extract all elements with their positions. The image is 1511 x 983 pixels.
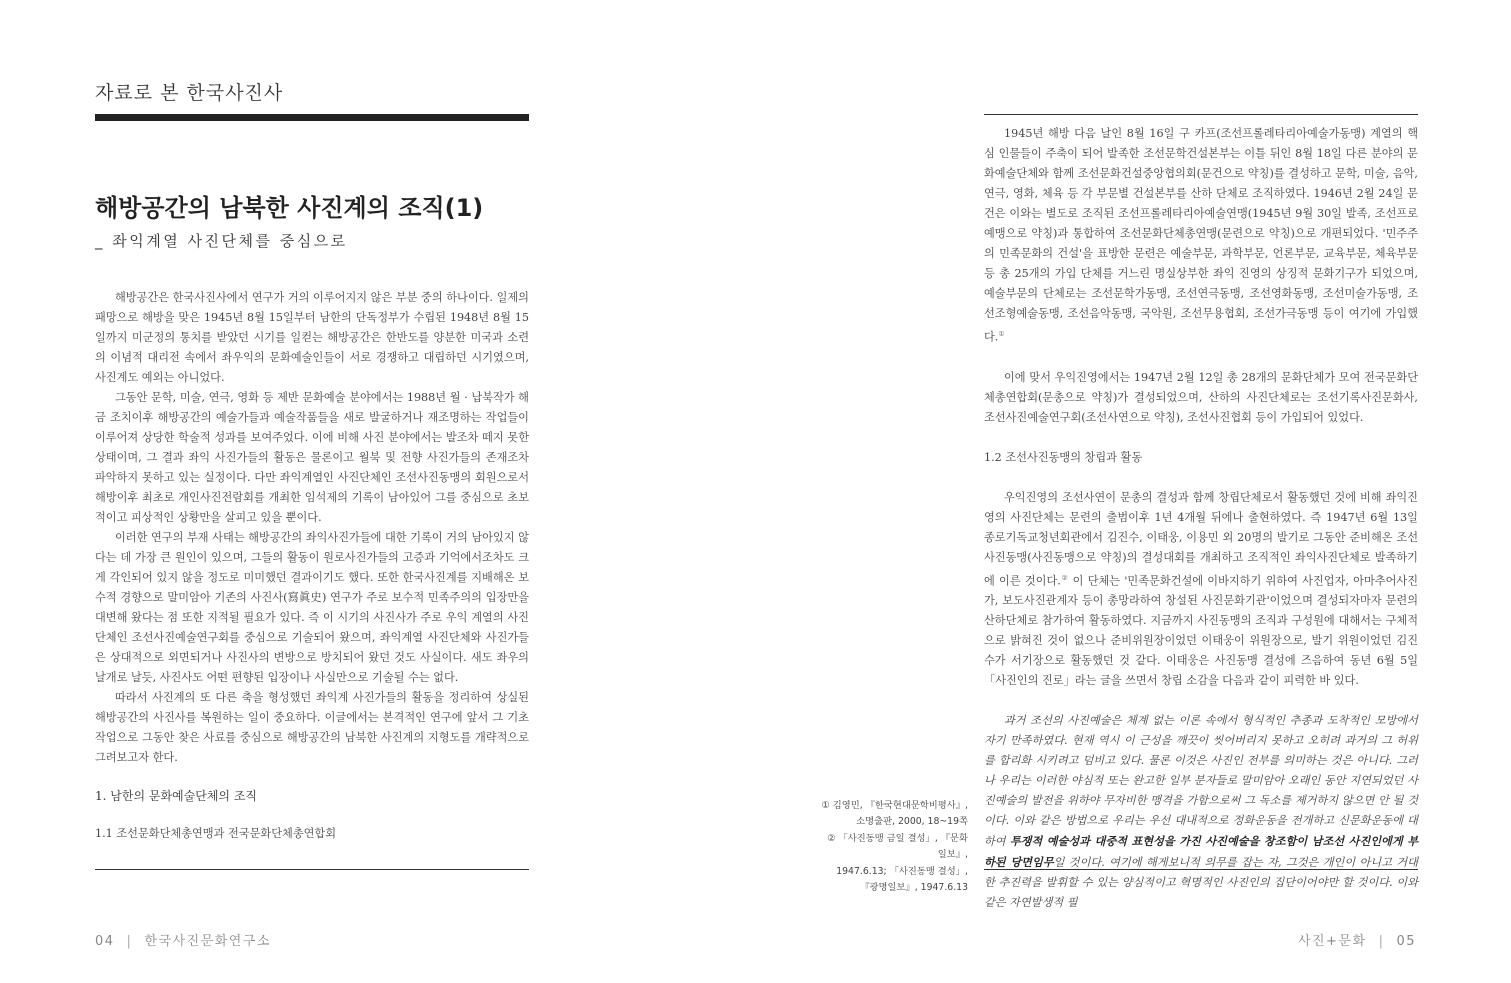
footer-label: 사진+문화 [1297,934,1367,949]
footer-right [1298,930,1416,949]
right-column [984,124,1418,913]
footer-left [95,930,271,949]
footnote-line: 소명출판, 2000, 18~19쪽 [856,816,968,828]
footnote-ref: ② [1060,573,1069,582]
paragraph: 해방공간은 한국사진사에서 연구가 거의 이루어지지 않은 부분 중의 하나이다. 일제의 패망으로 해방을 맞은 1945년 8월 15일부터 남한의 단독정부가 수립된 1948년 8월 15일까지 미군정의 통치를 받았던 시기를 일컫는 해방공간은 한반도를 양분한 미국과 소련의 이념적 대리전 속에서 좌우익의 문화예술인들이 서로 경쟁하고 대립하던 시기였으며, 사진계도 예외는 아니었다. [95,291,529,384]
article-subtitle: _ 좌익계열 사진단체를 중심으로 [95,232,348,250]
paragraph: 그동안 문학, 미술, 연극, 영화 등 제반 문화예술 분야에서는 1988년 월 · 납북작가 해금 조치이후 해방공간의 예술가들과 예술작품들을 새로 발굴하거나 재조명하는 작업들이 이루어져 상당한 학술적 성과를 보여주었다. 이에 비해 사진 분야에서는 발조차 떼지 못한 상태이며, 그 결과 좌익 사진가들의 활동은 물론이고 월북 및 전향 사진가들의 존재조차 파악하지 못하고 있는 실정이다. 다만 좌익계열인 사진단체인 조선사진동맹의 회원으로서 해방이후 최초로 개인사진전람회를 개최한 임석제의 기록이 남아있어 그를 중심으로 초보적이고 피상적인 상황만을 살피고 있을 뿐이다. [95,391,529,524]
subsection-heading: 1.2 조선사진동맹의 창립과 활동 [984,450,1143,464]
paragraph: 1945년 해방 다음 날인 8월 16일 구 카프(조선프롤레타리아예술가동맹) 계열의 핵심 인물들이 주축이 되어 발족한 조선문학건설본부는 이틀 뒤인 8월 18일 다른 분야의 문화예술단체와 함께 조선문화건설중앙협의회(문건으로 약칭)를 결성하고 문학, 미술, 음악, 연극, 영화, 체육 등 각 부문별 건설본부를 산하 단체로 조직하였다. 1946년 2월 24일 문건은 이와는 별도로 조직된 조선프롤레타리아예술연맹(1945년 9월 30일 발족, 조선프로예맹으로 약칭)과 통합하여 조선문화단체총연맹(문련으로 약칭)으로 개편되었다. '민주주의 민족문화의 건설'을 표방한 문련은 예술부문, 과학부문, 언론부문, 교육부문, 체육부문 등 총 25개의 가입 단체를 거느린 명실상부한 좌익 진영의 상징적 문화기구가 되었으며, 예술부문의 단체로는 조선문학가동맹, 조선연극동맹, 조선영화동맹, 조선미술가동맹, 조선조형예술동맹, 조선음악동맹, 국악원, 조선무용협회, 조선가극동맹 등이 여기에 가입했다.① [984,127,1418,344]
footer-separator: | [1378,934,1385,949]
footnote-ref: ① [998,330,1005,338]
footnote-line: 『광명일보』, 1947.6.13 [860,882,968,894]
right-bottom-rule [984,869,1418,870]
paragraph: 이러한 연구의 부재 사태는 해방공간의 좌익사진가들에 대한 기록이 거의 남아있지 않다는 데 가장 큰 원인이 있으며, 그들의 활동이 원로사진가들의 고증과 기억에서조차도 크게 각인되어 있지 않을 정도로 미미했던 결과이기도 했다. 또한 한국사진계를 지배해온 보수적 경향으로 말미암아 기존의 사진사(寫眞史) 연구가 주로 보수적 민족주의의 입장만을 대변해 왔다는 점 또한 지적될 필요가 있다. 즉 이 시기의 사진사가 주로 우익 계열의 사진단체인 조선사진예술연구회를 중심으로 기술되어 왔으며, 좌익계열 사진단체와 사진가들은 상대적으로 외면되거나 사진사의 변방으로 방치되어 왔던 것도 사실이다. 새도 좌우의 날개로 날듯, 사진사도 어떤 편향된 입장이나 사실만으로 기술될 수는 없다. [95,531,529,684]
footnotes [820,798,968,896]
footer-label: 한국사진문화연구소 [144,934,271,949]
page-number: 05 [1396,934,1416,949]
paragraph: 이에 맞서 우익진영에서는 1947년 2월 12일 총 28개의 문화단체가 모여 전국문화단체총연합회(문총으로 약칭)가 결성되었으며, 산하의 사진단체로는 조선기록사진문화사, 조선사진예술연구회(조선사연으로 약칭), 조선사진협회 등이 가입되어 있었다. [984,370,1418,424]
page-number: 04 [95,934,115,949]
footnote-line: ② 「사진동맹 금일 결성」, 『문화일보』, [827,832,968,861]
quote-emphasis: 투쟁적 예술성과 대중적 표현성을 가진 사진예술을 창조함이 남조선 사진인에게 부하된 당면임무 [984,834,1419,870]
footer-separator: | [126,934,133,949]
section-heading: 1. 남한의 문화예술단체의 조직 [95,789,257,803]
block-quote: 과거 조선의 사진예술은 체계 없는 이론 속에서 형식적인 추종과 도착적인 모방에서 자기 만족하였다. 현재 역시 이 근성을 깨끗이 씻어버리지 못하고 오히려 과거의 그 허위를 합리화 시키려고 덤비고 있다. 물론 이것은 사진인 전부를 의미하는 것은 아니다. 그러나 우리는 이러한 야심적 또는 완고한 일부 분자들로 말미암아 오래인 동안 지연되었던 사진예술의 발전을 위하야 무자비한 맹격을 가함으로써 그 독소를 제거하지 않으면 안 될 것이다. 이와 같은 방법으로 우리는 우선 대내적으로 정화운동을 전개하고 신문화운동에 대하여 투쟁적 예술성과 대중적 표현성을 가진 사진예술을 창조함이 남조선 사진인에게 부하된 당면임무일 것이다. 여기에 해게보니적 의무를 잡는 자, 그것은 개인이 아니고 거대한 추진력을 발휘할 수 있는 양심적이고 혁명적인 사진인의 집단이어야만 할 것이다. 이와 같은 자연발생적 필 [984,714,1419,910]
right-top-rule [984,114,1418,115]
article-title: 해방공간의 남북한 사진계의 조직(1) [95,194,484,222]
paragraph: 따라서 사진계의 또 다른 축을 형성했던 좌익계 사진가들의 활동을 정리하여 상실된 해방공간의 사진사를 복원하는 일이 중요하다. 이글에서는 본격적인 연구에 앞서 그 기초 작업으로 그동안 찾은 사료를 중심으로 해방공간의 남북한 사진계의 지형도를 개략적으로 그려보고자 한다. [95,691,529,764]
subsection-heading: 1.1 조선문화단체총연맹과 전국문화단체총연합회 [95,827,337,840]
left-bottom-rule [95,869,529,870]
footnote-line: ① 김영민, 『한국현대문학비평사』, [821,800,968,811]
header-rule [95,114,529,121]
footnote-line: 1947.6.13; 「사진동맹 결성」, [836,865,968,877]
left-column [95,288,529,768]
series-title: 자료로 본 한국사진사 [95,82,284,104]
paragraph: 우익진영의 조선사연이 문총의 결성과 함께 창립단체로서 활동했던 것에 비해 좌익진영의 사진단체는 문련의 출범이후 1년 4개월 뒤에나 출현하였다. 즉 1947년 6월 13일 종로기독교청년회관에서 김진수, 이태웅, 이용민 외 20명의 발기로 그동안 준비해온 조선사진동맹(사진동맹으로 약칭)의 결성대회를 개최하고 조직적인 좌익사진단체로 발족하기에 이른 것이다.② 이 단체는 '민족문화건설에 이바지하기 위하여 사진업자, 아마추어사진가, 보도사진관계자 등이 총망라하여 창설된 사진문화기관'이었으며 결성되자마자 문련의 산하단체로 참가하여 활동하였다. 지금까지 사진동맹의 조직과 구성원에 대해서는 구체적으로 밝혀진 것이 없으나 준비위원장이었던 이태웅이 위원장으로, 발기 위원이었던 김진수가 서기장으로 활동했던 것 같다. 이태웅은 사진동맹 결성에 즈음하여 동년 6월 5일「사진인의 진로」라는 글을 쓰면서 창립 소감을 다음과 같이 피력한 바 있다. [984,490,1419,688]
